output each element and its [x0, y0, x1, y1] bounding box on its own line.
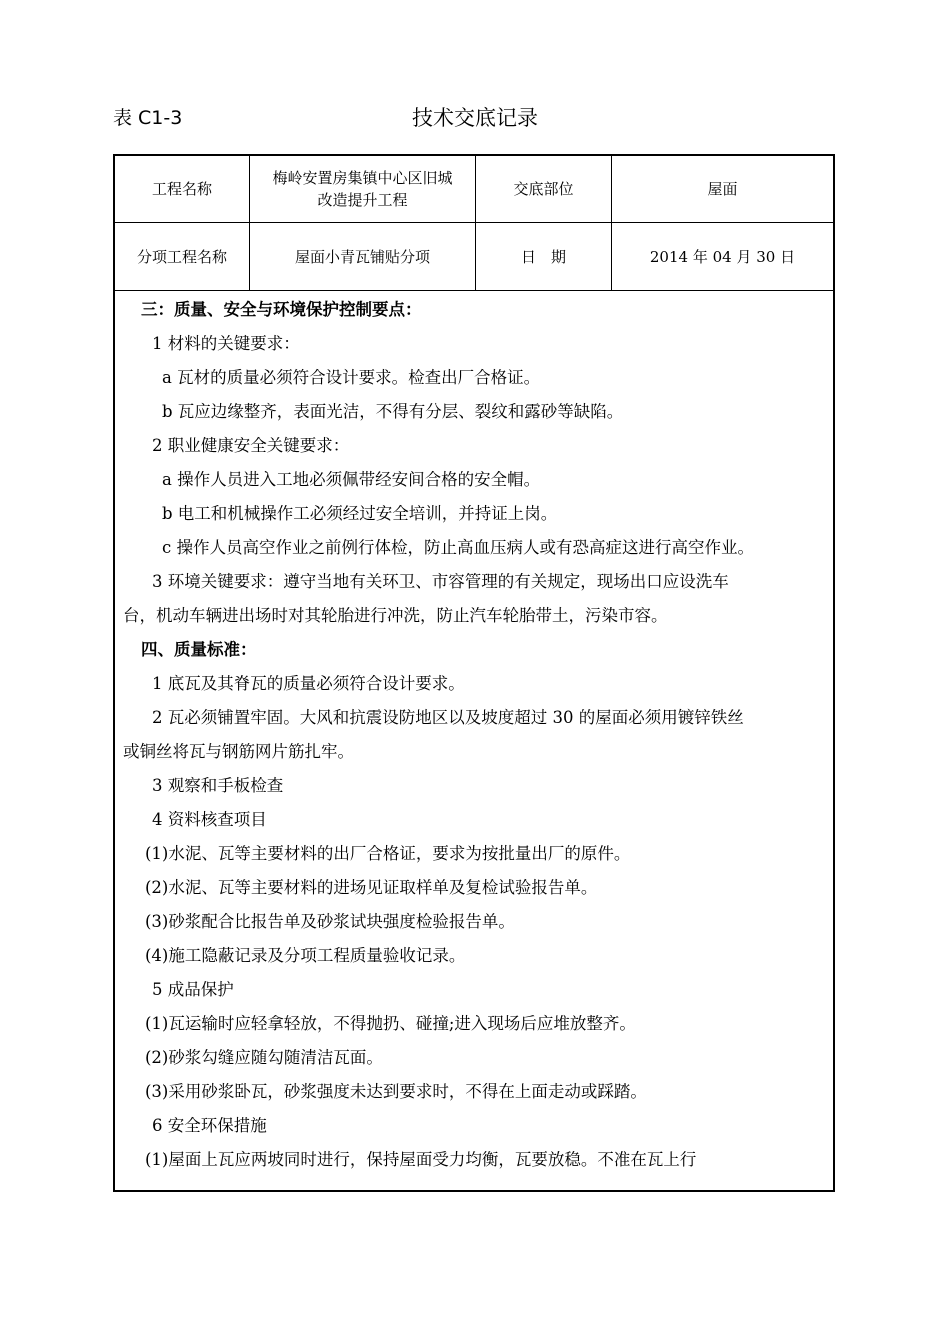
record-table [113, 154, 835, 1192]
content-line: c 操作人员高空作业之前例行体检，防止高血压病人或有恐高症这进行高空作业。 [162, 538, 754, 557]
section-heading-3: 三：质量、安全与环境保护控制要点： [141, 300, 422, 319]
content-line: a 瓦材的质量必须符合设计要求。检查出厂合格证。 [162, 368, 541, 387]
content-line: a 操作人员进入工地必须佩带经安间合格的安全帽。 [162, 470, 541, 489]
sub-project-value: 屋面小青瓦铺贴分项 [294, 247, 430, 266]
content-line: 台，机动车辆进出场时对其轮胎进行冲洗，防止汽车轮胎带土，污染市容。 [123, 606, 668, 625]
content-line: 4 资料核查项目 [152, 810, 267, 829]
project-name-line-2: 改造提升工程 [317, 191, 408, 209]
date-value: 2014 年 04 月 30 日 [649, 247, 796, 266]
content-line: b 电工和机械操作工必须经过安全培训，并持证上岗。 [162, 504, 558, 523]
content-line: 3 观察和手板检查 [152, 776, 284, 795]
content-line: (2)水泥、瓦等主要材料的进场见证取样单及复检试验报告单。 [145, 878, 598, 897]
content-line: 或铜丝将瓦与钢筋网片筋扎牢。 [123, 742, 354, 761]
form-code: 表 C1-3 [113, 107, 183, 129]
content-area [115, 293, 833, 1190]
document-title-text: 技术交底记录 [412, 106, 538, 130]
project-name-label: 工程名称 [151, 180, 212, 198]
content-line: (3)采用砂浆卧瓦，砂浆强度未达到要求时，不得在上面走动或踩踏。 [145, 1082, 647, 1101]
project-name-value [250, 156, 475, 222]
content-line: 2 瓦必须铺置牢固。大风和抗震设防地区以及坡度超过 30 的屋面必须用镀锌铁丝 [152, 708, 744, 727]
content-line: b 瓦应边缘整齐，表面光洁，不得有分层、裂纹和露砂等缺陷。 [162, 402, 624, 421]
content-line: (3)砂浆配合比报告单及砂浆试块强度检验报告单。 [145, 912, 515, 931]
content-line: (2)砂浆勾缝应随勾随清洁瓦面。 [145, 1048, 383, 1067]
content-line: 5 成品保护 [152, 980, 234, 999]
content-line: (1)水泥、瓦等主要材料的出厂合格证，要求为按批量出厂的原件。 [145, 844, 631, 863]
content-line: 2 职业健康安全关键要求： [152, 436, 350, 455]
date-label: 日 期 [520, 247, 566, 266]
row-divider [115, 290, 833, 291]
section-heading-4: 四、质量标准： [141, 640, 257, 659]
document-title [0, 102, 950, 132]
content-line: 3 环境关键要求：遵守当地有关环卫、市容管理的有关规定，现场出口应设洗车 [152, 572, 729, 591]
content-line: 6 安全环保措施 [152, 1116, 267, 1135]
content-line: (4)施工隐蔽记录及分项工程质量验收记录。 [145, 946, 466, 965]
content-line: 1 底瓦及其脊瓦的质量必须符合设计要求。 [152, 674, 465, 693]
handover-part-value: 屋面 [707, 180, 738, 198]
content-line: (1)瓦运输时应轻拿轻放，不得抛扔、碰撞;进入现场后应堆放整齐。 [145, 1014, 636, 1033]
sub-project-label: 分项工程名称 [136, 247, 227, 266]
project-name-line-1: 梅岭安置房集镇中心区旧城 [272, 169, 453, 187]
content-line: 1 材料的关键要求： [152, 334, 300, 353]
handover-part-label: 交底部位 [513, 180, 574, 198]
content-line: (1)屋面上瓦应两坡同时进行，保持屋面受力均衡，瓦要放稳。不准在瓦上行 [145, 1150, 697, 1169]
